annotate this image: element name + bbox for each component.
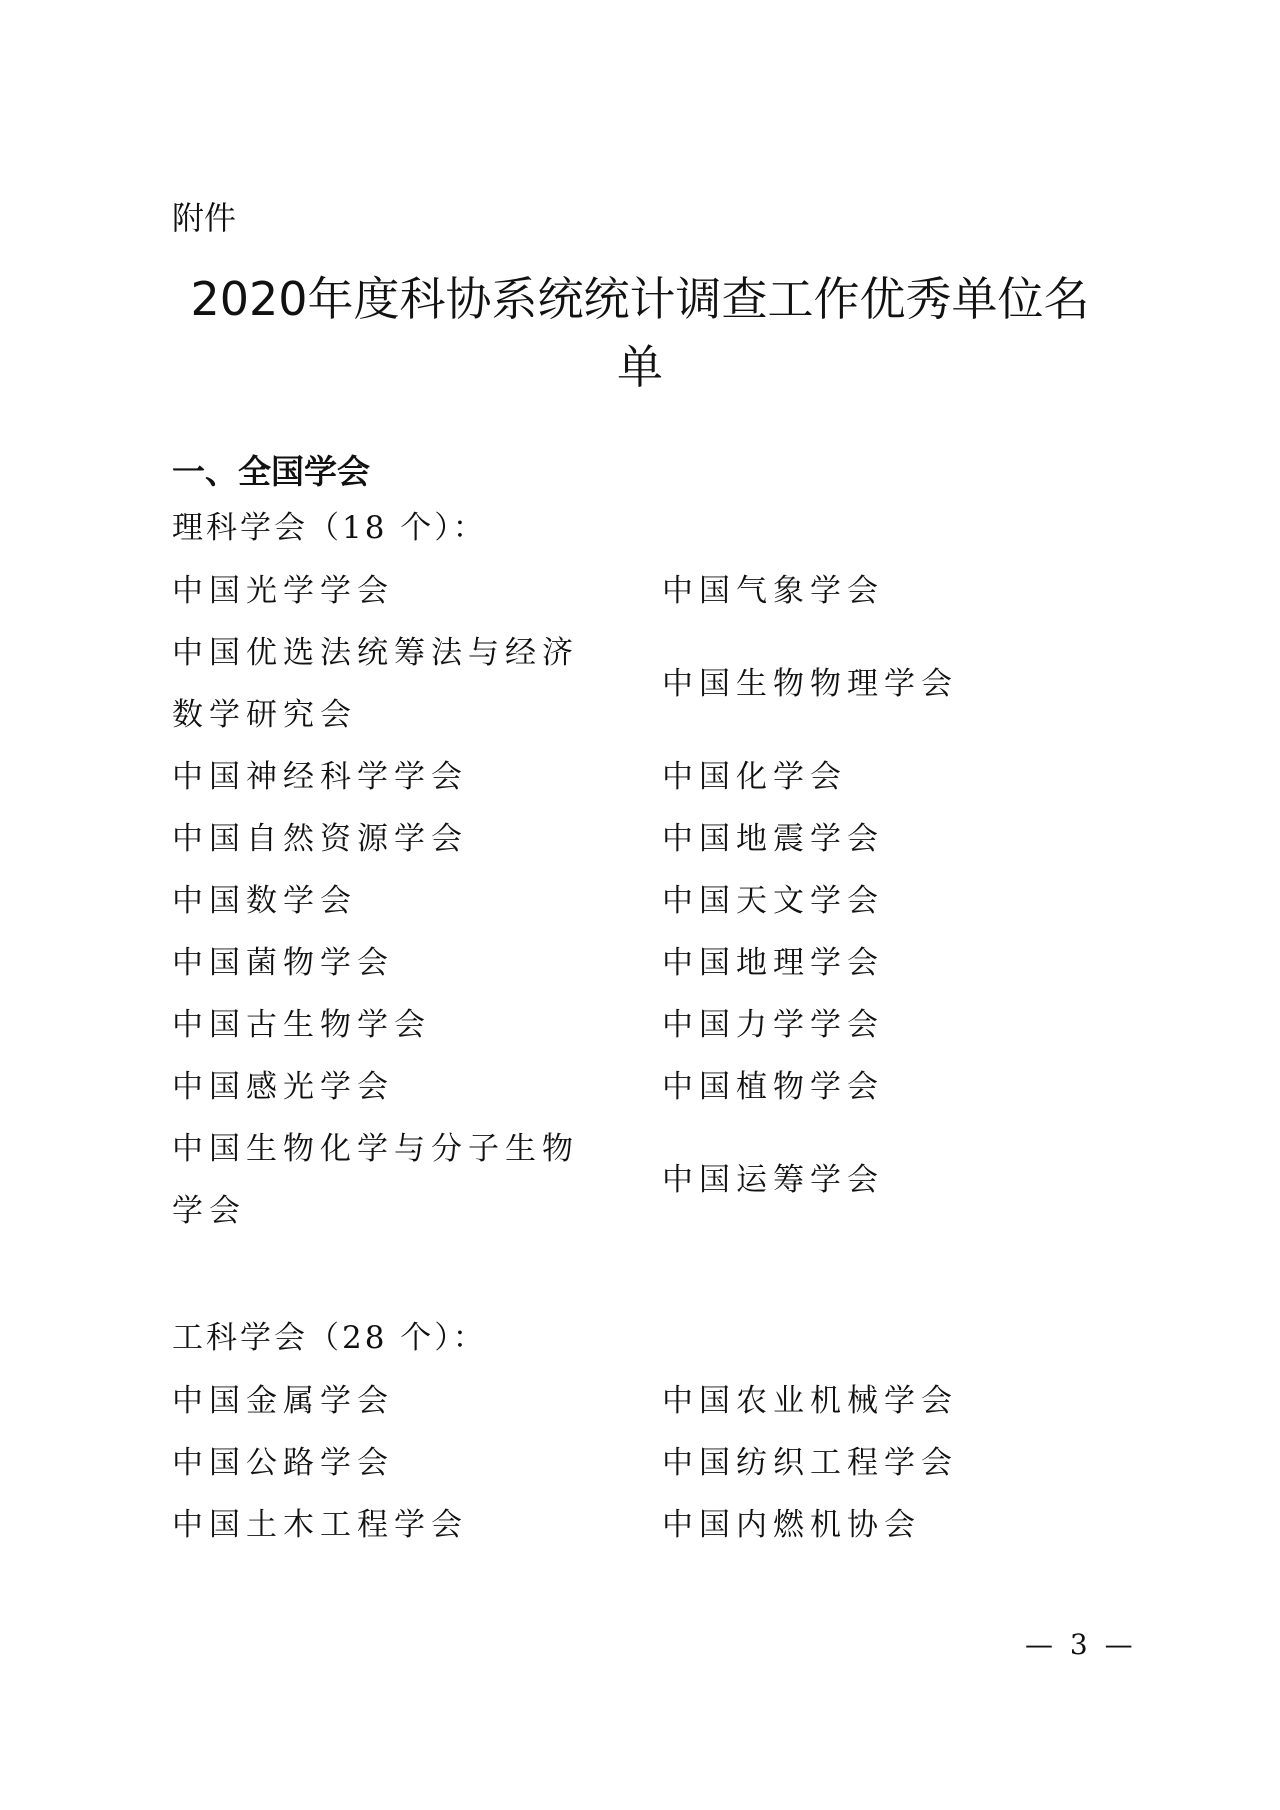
society-name: 中国农业机械学会	[662, 1383, 958, 1419]
document-title-line-2: 单	[617, 340, 663, 394]
list-row	[172, 1118, 972, 1242]
society-name: 中国力学学会	[662, 1007, 884, 1043]
society-name: 中国植物学会	[662, 1069, 884, 1105]
society-name: 中国地震学会	[662, 821, 884, 857]
society-name: 中国公路学会	[172, 1445, 394, 1481]
category-heading-science: 理科学会（18 个）：	[172, 510, 487, 546]
society-name: 中国古生物学会	[172, 1007, 431, 1043]
society-name: 中国菌物学会	[172, 945, 394, 981]
list-row	[172, 932, 972, 994]
society-name: 中国气象学会	[662, 573, 884, 609]
society-name: 中国神经科学学会	[172, 759, 468, 795]
society-name: 中国运筹学会	[662, 1162, 884, 1198]
list-row	[172, 1370, 972, 1432]
society-name: 中国内燃机协会	[662, 1507, 921, 1543]
attachment-label: 附件	[172, 199, 237, 237]
page-number: — 3 —	[1025, 1628, 1137, 1661]
society-name: 中国生物物理学会	[662, 666, 958, 702]
society-name: 中国感光学会	[172, 1069, 394, 1105]
society-name: 中国化学会	[662, 759, 847, 795]
list-row	[172, 1432, 972, 1494]
category-heading-engineering: 工科学会（28 个）：	[172, 1320, 487, 1356]
list-row	[172, 1056, 972, 1118]
section-heading-national-societies: 一、全国学会	[172, 452, 370, 491]
society-name: 中国数学会	[172, 883, 357, 919]
list-row	[172, 870, 972, 932]
list-row	[172, 560, 972, 622]
society-name: 中国生物化学与分子生物学会	[172, 1131, 579, 1229]
engineering-societies-list	[172, 1370, 972, 1556]
document-title	[150, 268, 1130, 398]
list-row	[172, 808, 972, 870]
society-name: 中国纺织工程学会	[662, 1445, 958, 1481]
list-row	[172, 994, 972, 1056]
list-row	[172, 622, 972, 746]
society-name: 中国地理学会	[662, 945, 884, 981]
list-row	[172, 1494, 972, 1556]
society-name: 中国金属学会	[172, 1383, 394, 1419]
society-name: 中国天文学会	[662, 883, 884, 919]
society-name: 中国土木工程学会	[172, 1507, 468, 1543]
document-title-line-1: 2020年度科协系统统计调查工作优秀单位名	[190, 272, 1090, 326]
society-name: 中国优选法统筹法与经济数学研究会	[172, 635, 579, 733]
society-name: 中国光学学会	[172, 573, 394, 609]
list-row	[172, 746, 972, 808]
science-societies-list	[172, 560, 972, 1242]
society-name: 中国自然资源学会	[172, 821, 468, 857]
